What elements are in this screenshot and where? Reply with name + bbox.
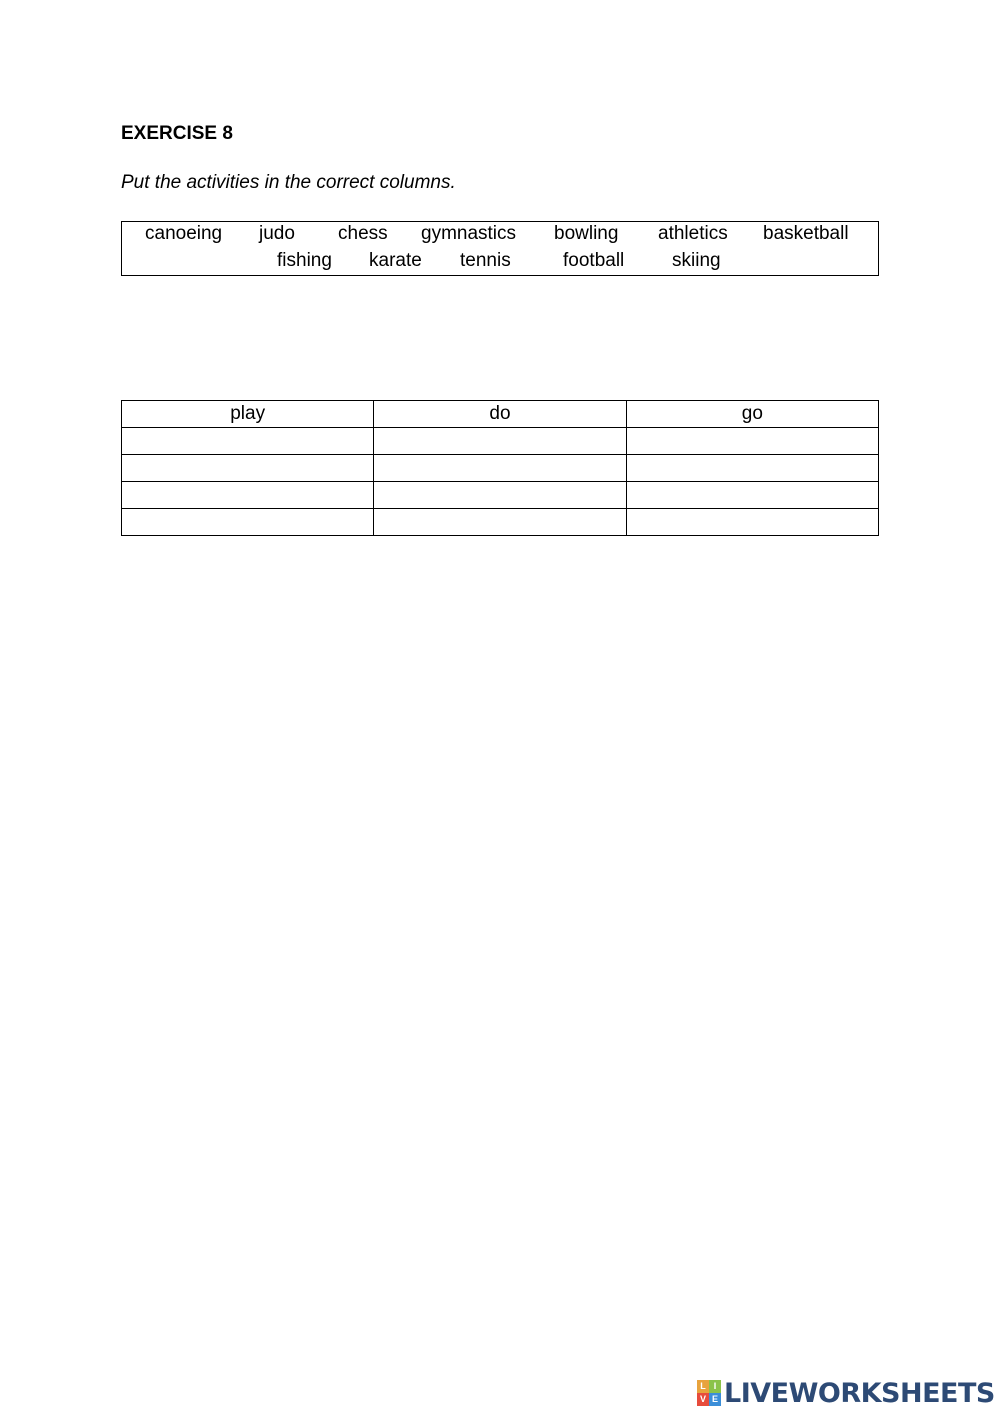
answer-cell[interactable] xyxy=(122,482,374,509)
logo-mark-tile: I xyxy=(709,1380,721,1393)
table-row xyxy=(122,509,879,536)
answer-cell[interactable] xyxy=(374,509,626,536)
logo-mark-tile: V xyxy=(697,1393,709,1406)
answer-cell[interactable] xyxy=(626,509,878,536)
table-header-row xyxy=(122,401,879,428)
word-bank-item: gymnastics xyxy=(421,223,517,244)
table-row xyxy=(122,482,879,509)
logo-text: LIVEWORKSHEETS xyxy=(724,1377,995,1409)
exercise-title: EXERCISE 8 xyxy=(121,123,233,144)
word-bank-item: chess xyxy=(338,223,388,244)
answer-cell[interactable] xyxy=(626,455,878,482)
word-bank-item: skiing xyxy=(672,250,721,271)
answer-cell[interactable] xyxy=(626,428,878,455)
word-bank-item: tennis xyxy=(460,250,511,271)
word-bank-item: fishing xyxy=(277,250,332,271)
word-bank-item: football xyxy=(563,250,625,271)
answer-cell[interactable] xyxy=(122,428,374,455)
answer-table xyxy=(121,400,879,536)
logo-mark-tile: L xyxy=(697,1380,709,1393)
answer-cell[interactable] xyxy=(374,455,626,482)
column-header-play: play xyxy=(122,401,374,428)
word-bank-item: basketball xyxy=(763,223,849,244)
column-header-go: go xyxy=(626,401,878,428)
column-header-do: do xyxy=(374,401,626,428)
logo-mark-tile: E xyxy=(709,1393,721,1406)
answer-cell[interactable] xyxy=(122,509,374,536)
answer-cell[interactable] xyxy=(626,482,878,509)
liveworksheets-logo-icon xyxy=(697,1380,721,1406)
table-row xyxy=(122,428,879,455)
word-bank xyxy=(121,221,879,276)
word-bank-item: bowling xyxy=(554,223,619,244)
word-bank-item: judo xyxy=(259,223,295,244)
answer-cell[interactable] xyxy=(374,428,626,455)
answer-cell[interactable] xyxy=(374,482,626,509)
word-bank-item: athletics xyxy=(658,223,728,244)
answer-cell[interactable] xyxy=(122,455,374,482)
exercise-instruction: Put the activities in the correct columns. xyxy=(121,172,456,193)
table-row xyxy=(122,455,879,482)
liveworksheets-logo xyxy=(697,1377,995,1409)
word-bank-item: karate xyxy=(369,250,422,271)
word-bank-item: canoeing xyxy=(145,223,223,244)
